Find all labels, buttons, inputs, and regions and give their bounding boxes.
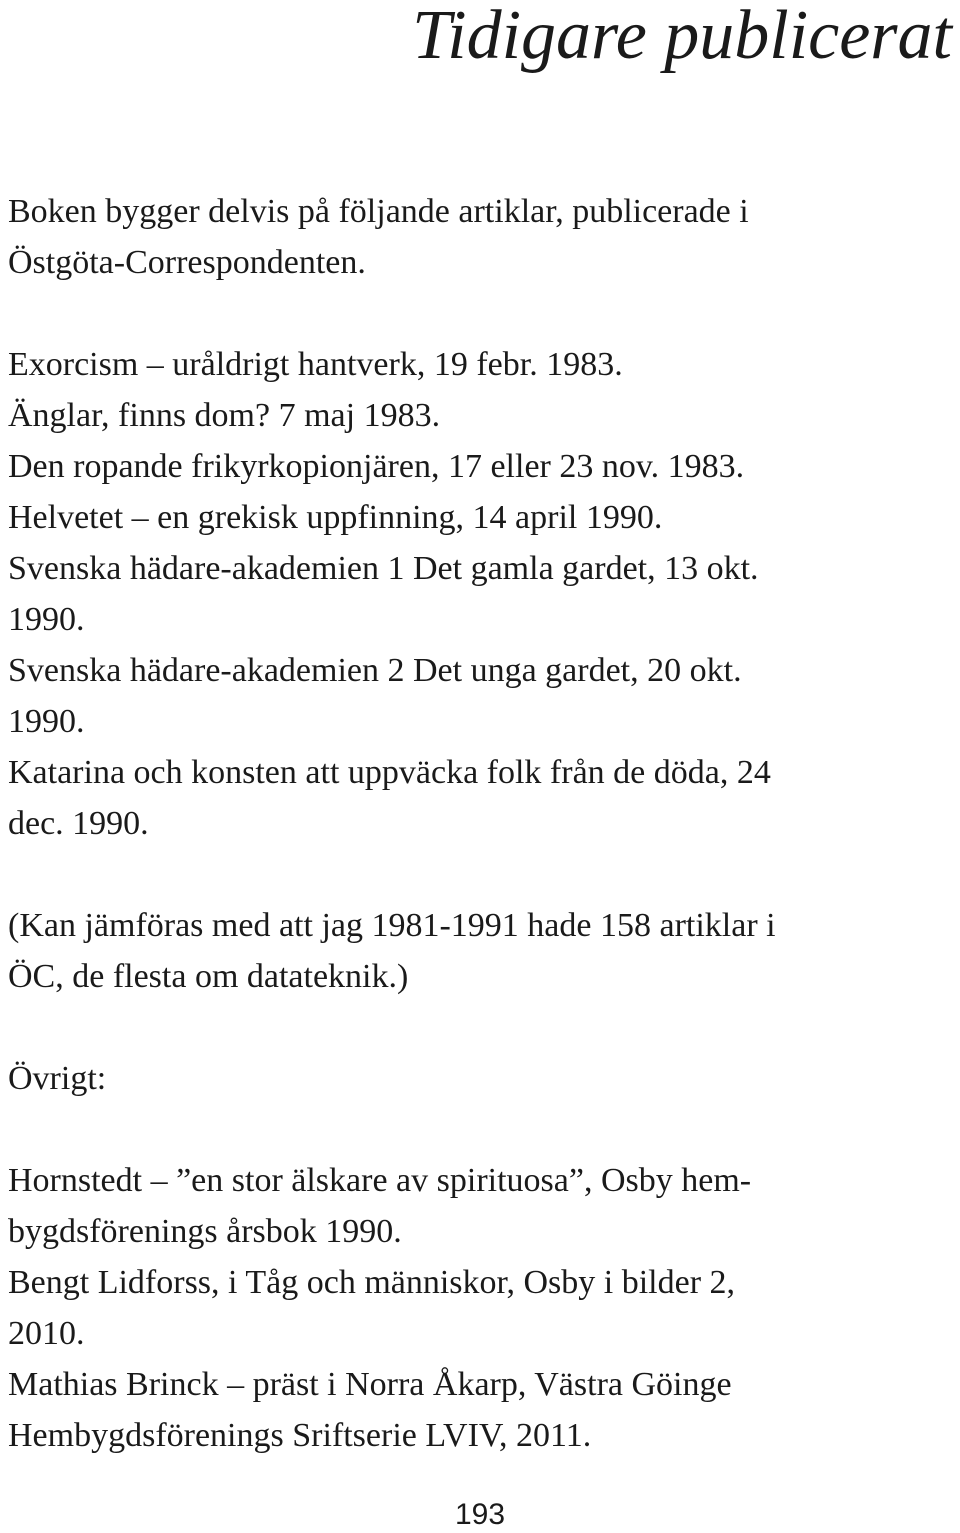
article-list [8,339,952,849]
reference-line: bygdsförenings årsbok 1990. [8,1213,402,1250]
intro-paragraph [8,186,952,288]
article-line: 1990. [8,601,85,638]
comparison-paragraph [8,900,952,1002]
article-line: Den ropande frikyrkopionjären, 17 eller 23 nov. 1983. [8,448,745,485]
section-heading: Övrigt: [8,1060,107,1097]
page-number: 193 [454,1498,506,1531]
reference-line: Bengt Lidforss, i Tåg och människor, Osby i bilder 2, [8,1264,736,1301]
other-heading [8,1053,952,1104]
article-line: Svenska hädare-akademien 1 Det gamla gardet, 13 okt. [8,550,759,587]
paragraph-gap [8,1002,952,1053]
article-line: 1990. [8,703,85,740]
page-body [8,186,952,1461]
article-line: Exorcism – uråldrigt hantverk, 19 febr. 1983. [8,346,623,383]
reference-line: Hembygdsförenings Sriftserie LVIV, 2011. [8,1417,592,1454]
text-line: Östgöta-Correspondenten. [8,244,366,281]
other-list [8,1155,952,1461]
page-title: Tidigare publicerat [412,0,952,74]
text-line: Boken bygger delvis på följande artiklar, publicerade i [8,193,749,230]
paragraph-gap [8,288,952,339]
reference-line: Mathias Brinck – präst i Norra Åkarp, Västra Göinge [8,1366,732,1403]
reference-line: Hornstedt – ”en stor älskare av spirituosa”, Osby hem- [8,1162,752,1199]
paragraph-gap [8,849,952,900]
article-line: Helvetet – en grekisk uppfinning, 14 april 1990. [8,499,663,536]
text-line: (Kan jämföras med att jag 1981-1991 hade 158 artiklar i [8,907,776,944]
paragraph-gap [8,1104,952,1155]
reference-line: 2010. [8,1315,85,1352]
text-line: ÖC, de flesta om datateknik.) [8,958,409,995]
article-line: Katarina och konsten att uppväcka folk från de döda, 24 [8,754,771,791]
article-line: Änglar, finns dom? 7 maj 1983. [8,397,441,434]
article-line: Svenska hädare-akademien 2 Det unga gardet, 20 okt. [8,652,742,689]
article-line: dec. 1990. [8,805,149,842]
